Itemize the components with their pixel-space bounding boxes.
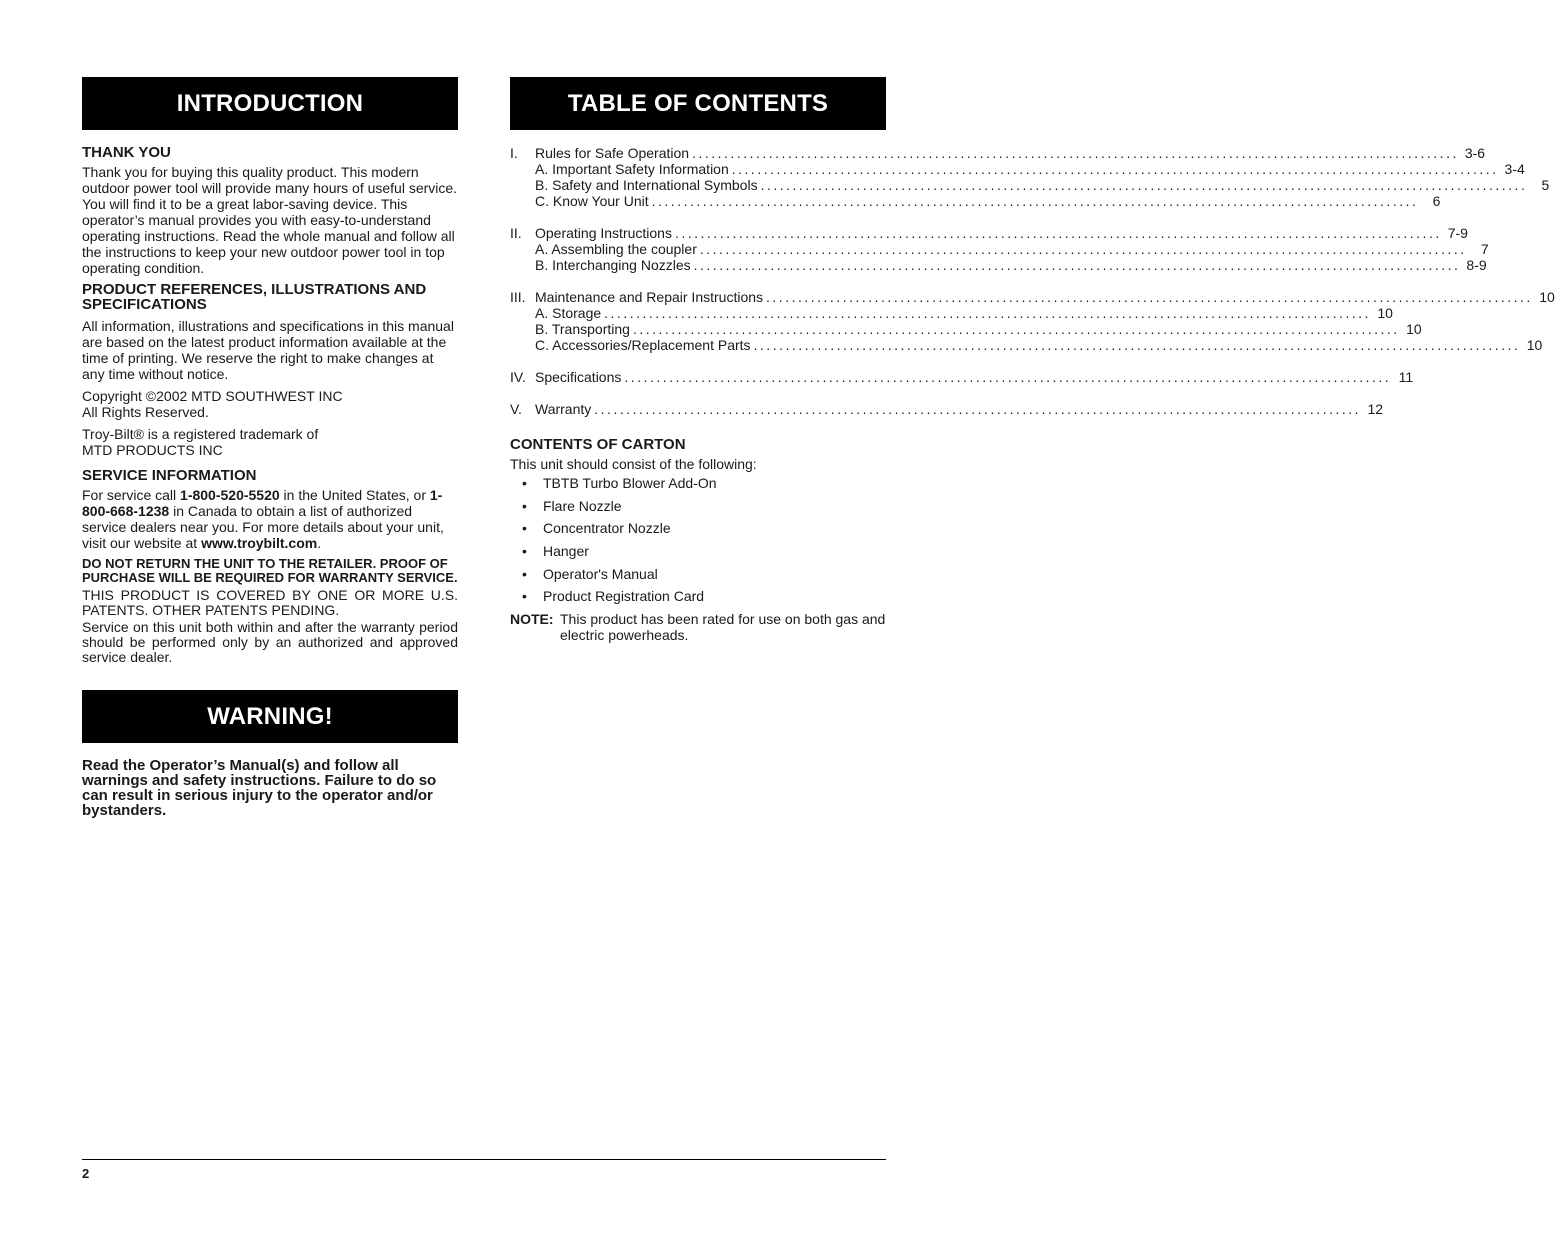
toc-entry-number: V. [510,401,522,417]
carton-item-text: Flare Nozzle [543,497,622,514]
patents-notice: THIS PRODUCT IS COVERED BY ONE OR MORE U.S. PATENTS. OTHER PATENTS PENDING. [82,587,458,618]
toc-entry-page: 10 [1406,321,1422,337]
carton-list-item [510,543,886,559]
toc-entry [510,225,1468,241]
carton-item-text: Operator's Manual [543,565,658,582]
carton-item-text: TBTB Turbo Blower Add-On [543,475,717,491]
toc-entry-number: I. [510,145,518,161]
bullet-icon: • [522,497,527,514]
service-information-heading: SERVICE INFORMATION [82,467,257,484]
toc-entry-page: 5 [1541,177,1550,193]
toc-entry-label: C. Know Your Unit [535,193,649,209]
toc-entry-label: Rules for Safe Operation [535,145,690,161]
canada-phone-number: 1-800-668-1238 [82,487,443,519]
toc-subentry [510,337,1543,353]
page-number: 2 [82,1166,90,1181]
toc-entry-number: IV. [510,369,526,385]
carton-item-text: Product Registration Card [543,588,705,605]
carton-note [510,611,886,643]
carton-list [510,475,886,604]
product-references-text: All information, illustrations and specifications in this manual are based on the latest product information available at the time of printing. We reserve the right to make changes at any time without notice. [82,318,454,382]
carton-item-text: Concentrator Nozzle [543,520,671,537]
toc-subentry [510,241,1489,257]
do-not-return-notice: DO NOT RETURN THE UNIT TO THE RETAILER. PROOF OF PURCHASE WILL BE REQUIRED FOR WARRANTY SERVICE. [82,556,458,585]
service-dealer-notice: Service on this unit both within and after the warranty period should be performed only by an authorized and approved service dealer. [82,619,458,665]
trademark-line-1: Troy-Bilt® is a registered trademark of [82,426,319,442]
toc-dot-leader: ........................................................................................................................ [624,369,1392,385]
toc-group [510,289,1555,353]
toc-subentry [510,161,1525,177]
toc-entry-label: Warranty [535,401,592,417]
toc-dot-leader: ........................................................................................................................ [731,161,1499,177]
note-text: This product has been rated for use on both gas and electric powerheads. [560,611,886,644]
product-references-heading: PRODUCT REFERENCES, ILLUSTRATIONS AND SPECIFICATIONS [82,281,427,313]
carton-item-text: Hanger [543,543,589,560]
toc-entry-label: B. Safety and International Symbols [535,177,758,193]
toc-subentry [510,257,1487,273]
toc-entry [510,289,1555,305]
service-text-part: . [317,535,322,551]
note-label: NOTE: [510,611,554,628]
carton-list-item [510,475,886,491]
carton-list-item [510,520,886,536]
right-column [510,77,1555,644]
service-text-part: in the United States, or [279,487,430,503]
toc-entry [510,145,1486,161]
toc-subentry [510,193,1441,209]
carton-list-item [510,588,886,604]
toc-entry-number: III. [510,289,526,305]
toc-entry-page: 12 [1367,401,1384,417]
toc-subentry [510,305,1393,321]
toc-entry-label: B. Interchanging Nozzles [535,257,691,273]
toc-dot-leader: ........................................................................................................................ [760,177,1528,193]
introduction-banner: INTRODUCTION [82,77,458,130]
toc-subentry [510,321,1422,337]
left-column [82,77,458,818]
toc-entry-label: A. Storage [535,305,602,321]
toc-entry-page: 8-9 [1466,257,1487,273]
toc-entry-page: 6 [1432,193,1441,209]
toc-entry-page: 7-9 [1447,225,1468,241]
toc-entry-page: 10 [1539,289,1555,305]
toc-entry-page: 10 [1377,305,1393,321]
toc-group [510,401,1384,417]
toc-group [510,145,1550,209]
toc-entry-page: 3-4 [1504,161,1525,177]
toc-list [510,145,1555,417]
toc-entry-label: A. Important Safety Information [535,161,729,177]
toc-group [510,369,1414,385]
toc-dot-leader: ........................................................................................................................ [699,241,1467,257]
bullet-icon: • [522,565,527,582]
toc-dot-leader: ........................................................................................................................ [693,257,1461,273]
contents-of-carton-heading: CONTENTS OF CARTON [510,436,686,453]
toc-entry [510,401,1384,417]
toc-entry-number: II. [510,225,522,241]
copyright-line-1: Copyright ©2002 MTD SOUTHWEST INC [82,388,343,404]
toc-dot-leader: ........................................................................................................................ [594,401,1362,417]
toc-entry-label: Specifications [535,369,622,385]
bullet-icon: • [522,520,527,537]
toc-entry-label: Maintenance and Repair Instructions [535,289,764,305]
toc-entry-page: 11 [1398,369,1414,385]
service-text-part: For service call [82,487,181,503]
copyright-line-2: All Rights Reserved. [82,404,209,420]
carton-list-item [510,498,886,514]
service-information-text [82,487,458,551]
toc-entry-label: B. Transporting [535,321,630,337]
warning-text: Read the Operator’s Manual(s) and follow all warnings and safety instructions. Failure to do so can result in serious injury to the operator and/or bystanders. [82,757,437,819]
us-phone-number: 1-800-520-5520 [180,487,280,503]
service-text-part: in Canada to obtain a list of authorized service dealers near you. For more details about your unit, visit our website at [82,503,444,551]
toc-dot-leader: ........................................................................................................................ [692,145,1459,161]
carton-list-item [510,566,886,582]
toc-entry-label: A. Assembling the coupler [535,241,697,257]
toc-subentry [510,177,1550,193]
toc-entry-page: 7 [1480,241,1489,257]
bullet-icon: • [522,543,527,560]
contents-of-carton-intro: This unit should consist of the following: [510,456,757,472]
toc-entry [510,369,1414,385]
bullet-icon: • [522,588,527,605]
toc-dot-leader: ........................................................................................................................ [651,193,1419,209]
toc-dot-leader: ........................................................................................................................ [632,321,1400,337]
toc-entry-label: Operating Instructions [535,225,672,241]
table-of-contents-banner: TABLE OF CONTENTS [510,77,886,130]
trademark-line-2: MTD PRODUCTS INC [82,442,223,458]
toc-dot-leader: ........................................................................................................................ [753,337,1521,353]
toc-group [510,225,1489,273]
toc-dot-leader: ........................................................................................................................ [674,225,1442,241]
toc-dot-leader: ........................................................................................................................ [604,305,1371,321]
warning-banner: WARNING! [82,690,458,743]
thank-you-heading: THANK YOU [82,144,171,161]
toc-entry-label: C. Accessories/Replacement Parts [535,337,751,353]
bullet-icon: • [522,475,527,491]
toc-entry-page: 10 [1526,337,1543,353]
toc-entry-page: 3-6 [1464,145,1486,161]
footer-divider [82,1159,886,1160]
thank-you-text: Thank you for buying this quality product. This modern outdoor power tool will provide many hours of useful service. You will find it to be a great labor-saving device. This operator’s manual provides you with easy-to-understand operating instructions. Read the whole manual and follow all the instructions to keep your new outdoor power tool in top operating condition. [82,164,458,276]
website-link[interactable]: www.troybilt.com [201,535,318,551]
toc-dot-leader: ........................................................................................................................ [766,289,1533,305]
